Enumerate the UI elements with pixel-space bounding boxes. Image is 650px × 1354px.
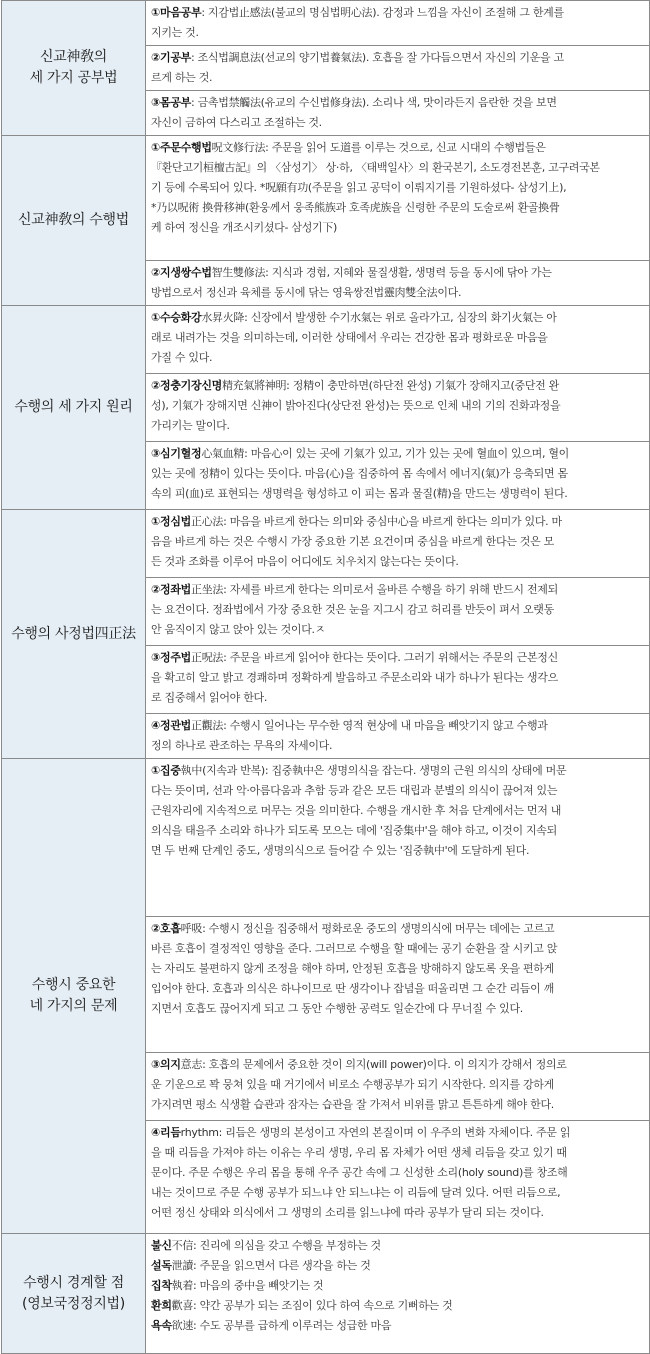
text-line: 바른 호흡이 결정적인 영향을 준다. 그러므로 수행을 할 때에는 공기 순환을 잘 시키고 앉 [151, 942, 558, 955]
text-line: 어떤 정신 상태와 의식에서 그 생명의 소리를 읽느냐에 따라 공부가 달리 되는 것이다. [151, 1206, 544, 1219]
table-row [2, 510, 650, 578]
text-line: 의식을 태을주 소리와 하나가 되도록 모으는 데에 '집중集中'을 해야 하고, 이것이 지속되 [151, 824, 557, 837]
text-line: 자신이 금하여 다스리고 조절하는 것. [151, 116, 322, 129]
text-line: 운 기운으로 꽉 뭉쳐 있을 때 거기에서 비로소 수행공부가 되기 시작한다. 의지를 강하게 [151, 1078, 554, 1091]
term-heading: ①마음공부 [151, 6, 202, 19]
text-line: 안 움직이지 않고 앉아 있는 것이다.ㅈ [151, 623, 326, 636]
text-line: ②기공부: 조식법調息法(선교의 양기법養氣法). 호흡을 잘 가다듬으면서 자신의 기운을 고 [151, 51, 564, 64]
section-content-cell [146, 917, 650, 1053]
term-heading: 집착 [151, 1279, 172, 1292]
text-line: ④정관법正觀法: 수행시 일어나는 무수한 영적 현상에 내 마음을 빼앗기지 않고 수행과 [151, 719, 548, 732]
table-row [2, 136, 650, 261]
text-line: *乃以呪術 換骨移神(환웅께서 웅족熊族과 호족虎族을 신령한 주문의 도술로써 환골換骨 [151, 201, 560, 214]
text-line: ①수승화강水昇火降: 신장에서 발생한 수기水氣는 위로 올라가고, 심장의 화기火氣는 아 [151, 311, 557, 324]
section-label [2, 306, 146, 510]
text-line: 을 때 리듬을 가져야 하는 이유는 우리 생명, 우리 몸 자체가 어떤 생체 리듬을 갖고 있기 때 [151, 1146, 567, 1159]
text-line: 든 것과 조화를 이루어 마음이 어디에도 치우치지 않는다는 뜻이다. [151, 555, 459, 568]
text-line: 문이다. 주문 수행은 우리 몸을 통해 우주 공간 속에 그 신성한 소리(holy sound)를 창조해 [151, 1166, 568, 1179]
text-line: ②정충기장신명精充氣將神明: 정精이 충만하면(하단전 완성) 기氣가 장해지고(중단전 완 [151, 379, 559, 392]
text-line: 설독泄讀: 주문을 읽으면서 다른 생각을 하는 것 [151, 1259, 371, 1272]
term-heading: ①수승화강 [151, 311, 202, 324]
section-label [2, 759, 146, 1234]
text-line: ③몸공부: 금촉법禁觸法(유교의 수신법修身法). 소리나 색, 맛이라든지 음란한 것을 보면 [151, 96, 557, 109]
section-label-line: 수행의 세 가지 원리 [14, 399, 133, 415]
text-line: 는 자리도 불편하지 않게 조정을 해야 하며, 안정된 호흡을 방해하지 않도록 옷을 편하게 [151, 962, 554, 975]
text-line: ③정주법正呪法: 주문을 바르게 읽어야 한다는 뜻이다. 그러기 위해서는 주문의 근본정신 [151, 651, 558, 664]
table-row [2, 1234, 650, 1354]
text-line: 속의 피(血)로 표현되는 생명력을 형성하고 이 피는 몸과 물질(精)을 만드는 생명력이 된다. [151, 487, 568, 500]
text-line: ③심기혈정心氣血精: 마음心이 있는 곳에 기氣가 있고, 기가 있는 곳에 혈血이 있으며, 혈이 [151, 447, 570, 460]
text-line: ①마음공부: 지감법止感法(불교의 명심법明心法). 감정과 느낌을 자신이 조절해 그 한계를 [151, 6, 564, 19]
text-line: 『환단고기桓檀古記』의 〈삼성기〉 상·하, 〈태백일사〉의 환국본기, 소도경전본훈, 고구려국본 [151, 161, 600, 174]
table-row [2, 1, 650, 46]
section-content-cell [146, 1234, 650, 1354]
section-content-cell [146, 510, 650, 578]
term-heading: ②지생쌍수법 [151, 266, 212, 279]
text-line: 성), 기氣가 장해지면 신神이 밝아진다(상단전 완성)는 뜻으로 인체 내의 기의 진화과정을 [151, 399, 561, 412]
term-heading: ②정좌법 [151, 583, 191, 596]
term-heading: ④리듬 [151, 1126, 181, 1139]
term-heading: ①정심법 [151, 515, 191, 528]
term-heading: ③의지 [151, 1058, 181, 1071]
text-line: 내는 것이므로 주문 수행 공부가 되느냐 안 되느냐는 이 리듬에 달려 있다. 어떤 리듬으로, [151, 1186, 561, 1199]
section-label-line: 신교神敎의 수행법 [18, 212, 129, 228]
term-heading: ①집중 [151, 764, 181, 777]
text-line: 르게 하는 것. [151, 71, 213, 84]
section-label-line: 네 가지의 문제 [29, 998, 118, 1014]
text-line: 정의 하나로 관조하는 무욕의 자세이다. [151, 739, 333, 752]
practice-table [1, 0, 650, 1354]
section-label [2, 136, 146, 306]
text-line: 래로 내려가는 것을 의미하는데, 이러한 상태에서 우리는 건강한 몸과 평화로운 마음을 [151, 331, 548, 344]
section-content-cell [146, 442, 650, 510]
term-heading: ③정주법 [151, 651, 191, 664]
section-content-cell [146, 91, 650, 136]
section-content-cell [146, 46, 650, 91]
section-content-cell [146, 759, 650, 917]
section-label-line: 수행시 경계할 점 [23, 1274, 124, 1291]
section-label [2, 1234, 146, 1354]
section-content-cell [146, 374, 650, 442]
text-line: 근원자리에 지속적으로 머무는 것을 의미한다. 수행을 개시한 후 처음 단계에서는 먼저 내 [151, 804, 562, 817]
section-content-cell [146, 136, 650, 261]
term-heading: ③심기혈정 [151, 447, 202, 460]
text-line: 을 확고히 알고 밝고 경쾌하며 정확하게 발음하고 주문소리와 내가 하나가 된다는 생각으 [151, 671, 558, 684]
text-line: 로 집중해서 읽어야 한다. [151, 691, 268, 704]
term-heading: 설독 [151, 1259, 172, 1272]
text-line: 면 두 번째 단계인 중도, 생명의식으로 들어갈 수 있는 '집중執中'에 도달하게 된다. [151, 844, 530, 857]
term-heading: ②정충기장신명 [151, 379, 222, 392]
section-content-cell [146, 306, 650, 374]
section-label [2, 1, 146, 136]
term-heading: 욕속 [151, 1319, 172, 1332]
text-line: 는 요건이다. 정좌법에서 가장 중요한 것은 눈을 지그시 감고 허리를 반듯이 펴서 오랫동 [151, 603, 554, 616]
section-label-line: (영보국정정지법) [22, 1295, 125, 1312]
text-line: 다는 뜻이며, 선과 악·아름다움과 추함 등과 같은 모든 대립과 분별의 의식이 끊어져 있는 [151, 784, 558, 797]
section-content-cell [146, 1121, 650, 1234]
text-line: 환희歡喜: 약간 공부가 되는 조짐이 있다 하여 속으로 기뻐하는 것 [151, 1299, 453, 1312]
text-line: 기 등에 수록되어 있다. *呪願有功(주문을 읽고 공덕이 이뤄지기를 기원하셨다- 삼성기上), [151, 181, 567, 194]
text-line: 입어야 한다. 호흡과 의식은 하나이므로 딴 생각이나 잡념을 떠올리면 그 순간 리듬이 깨 [151, 982, 554, 995]
text-line: 가지려면 평소 식생활 습관과 잠자는 습관을 잘 가져서 비위를 맑고 튼튼하게 해야 한다. [151, 1098, 554, 1111]
text-line: ②정좌법正坐法: 자세를 바르게 한다는 의미로서 올바른 수행을 하기 위해 반드시 전제되 [151, 583, 558, 596]
text-line: ①집중執中(지속과 반복): 집중執中은 생명의식을 잡는다. 생명의 근원 의식의 상태에 머문 [151, 764, 567, 777]
section-content-cell [146, 261, 650, 306]
term-heading: ④정관법 [151, 719, 191, 732]
text-line: 가리키는 말이다. [151, 419, 230, 432]
section-label-line: 신교神敎의 [39, 49, 108, 65]
text-line: 가질 수 있다. [151, 351, 213, 364]
table-row [2, 759, 650, 917]
term-heading: ②기공부 [151, 51, 191, 64]
term-heading: 불신 [151, 1239, 172, 1252]
table-row [2, 306, 650, 374]
section-content-cell [146, 646, 650, 714]
section-content-cell [146, 1, 650, 46]
text-line: ④리듬rhythm: 리듬은 생명의 본성이고 자연의 본질이며 이 우주의 변화 자체이다. 주문 읽 [151, 1126, 571, 1139]
text-line: 욕속欲速: 수도 공부를 급하게 이루려는 성급한 마음 [151, 1319, 392, 1332]
term-heading: ②호흡 [151, 922, 181, 935]
text-line: 케 하여 정신을 개조시키셨다- 삼성기下) [151, 221, 338, 234]
text-line: ②지생쌍수법智生雙修法: 지식과 경험, 지혜와 물질생활, 생명력 등을 동시에 닦아 가는 [151, 266, 552, 279]
section-label-line: 수행의 사정법四正法 [11, 625, 136, 642]
section-content-cell [146, 714, 650, 759]
text-line: ②호흡呼吸: 수행시 정신을 집중해서 평화로운 중도의 생명의식에 머무는 데에는 고르고 [151, 922, 555, 935]
text-line: ③의지意志: 호흡의 문제에서 중요한 것이 의지(will power)이다. 이 의지가 강해서 정의로 [151, 1058, 567, 1071]
text-line: 음을 바르게 하는 것은 수행시 가장 중요한 기본 요건이며 중심을 바르게 한다는 것은 모 [151, 535, 554, 548]
term-heading: ①주문수행법 [151, 141, 212, 154]
text-line: 방법으로서 정신과 육체를 동시에 닦는 영육쌍전법靈肉雙全法이다. [151, 286, 462, 299]
term-heading: 환희 [151, 1299, 172, 1312]
section-label-line: 세 가지 공부법 [29, 70, 118, 86]
section-content-cell [146, 1053, 650, 1121]
section-label-line: 수행시 중요한 [31, 977, 116, 993]
text-line: 집착執着: 마음의 중中을 빼앗기는 것 [151, 1279, 324, 1292]
text-line: 지키는 것. [151, 26, 199, 39]
section-content-cell [146, 578, 650, 646]
term-heading: ③몸공부 [151, 96, 191, 109]
text-line: 불신不信: 진리에 의심을 갖고 수행을 부정하는 것 [151, 1239, 381, 1252]
text-line: ①주문수행법呪文修行法: 주문을 읽어 도道를 이루는 것으로, 신교 시대의 수행법들은 [151, 141, 546, 154]
text-line: ①정심법正心法: 마음을 바르게 한다는 의미와 중심中心을 바르게 한다는 의미가 있다. 마 [151, 515, 562, 528]
text-line: 지면서 호흡도 끊어지게 되고 그 동안 수행한 공력도 일순간에 다 무너질 수 있다. [151, 1002, 523, 1015]
section-label [2, 510, 146, 759]
text-line: 있는 곳에 정精이 있다는 뜻이다. 마음(心)을 집중하여 몸 속에서 에너지(氣)가 응축되면 몸 [151, 467, 568, 480]
